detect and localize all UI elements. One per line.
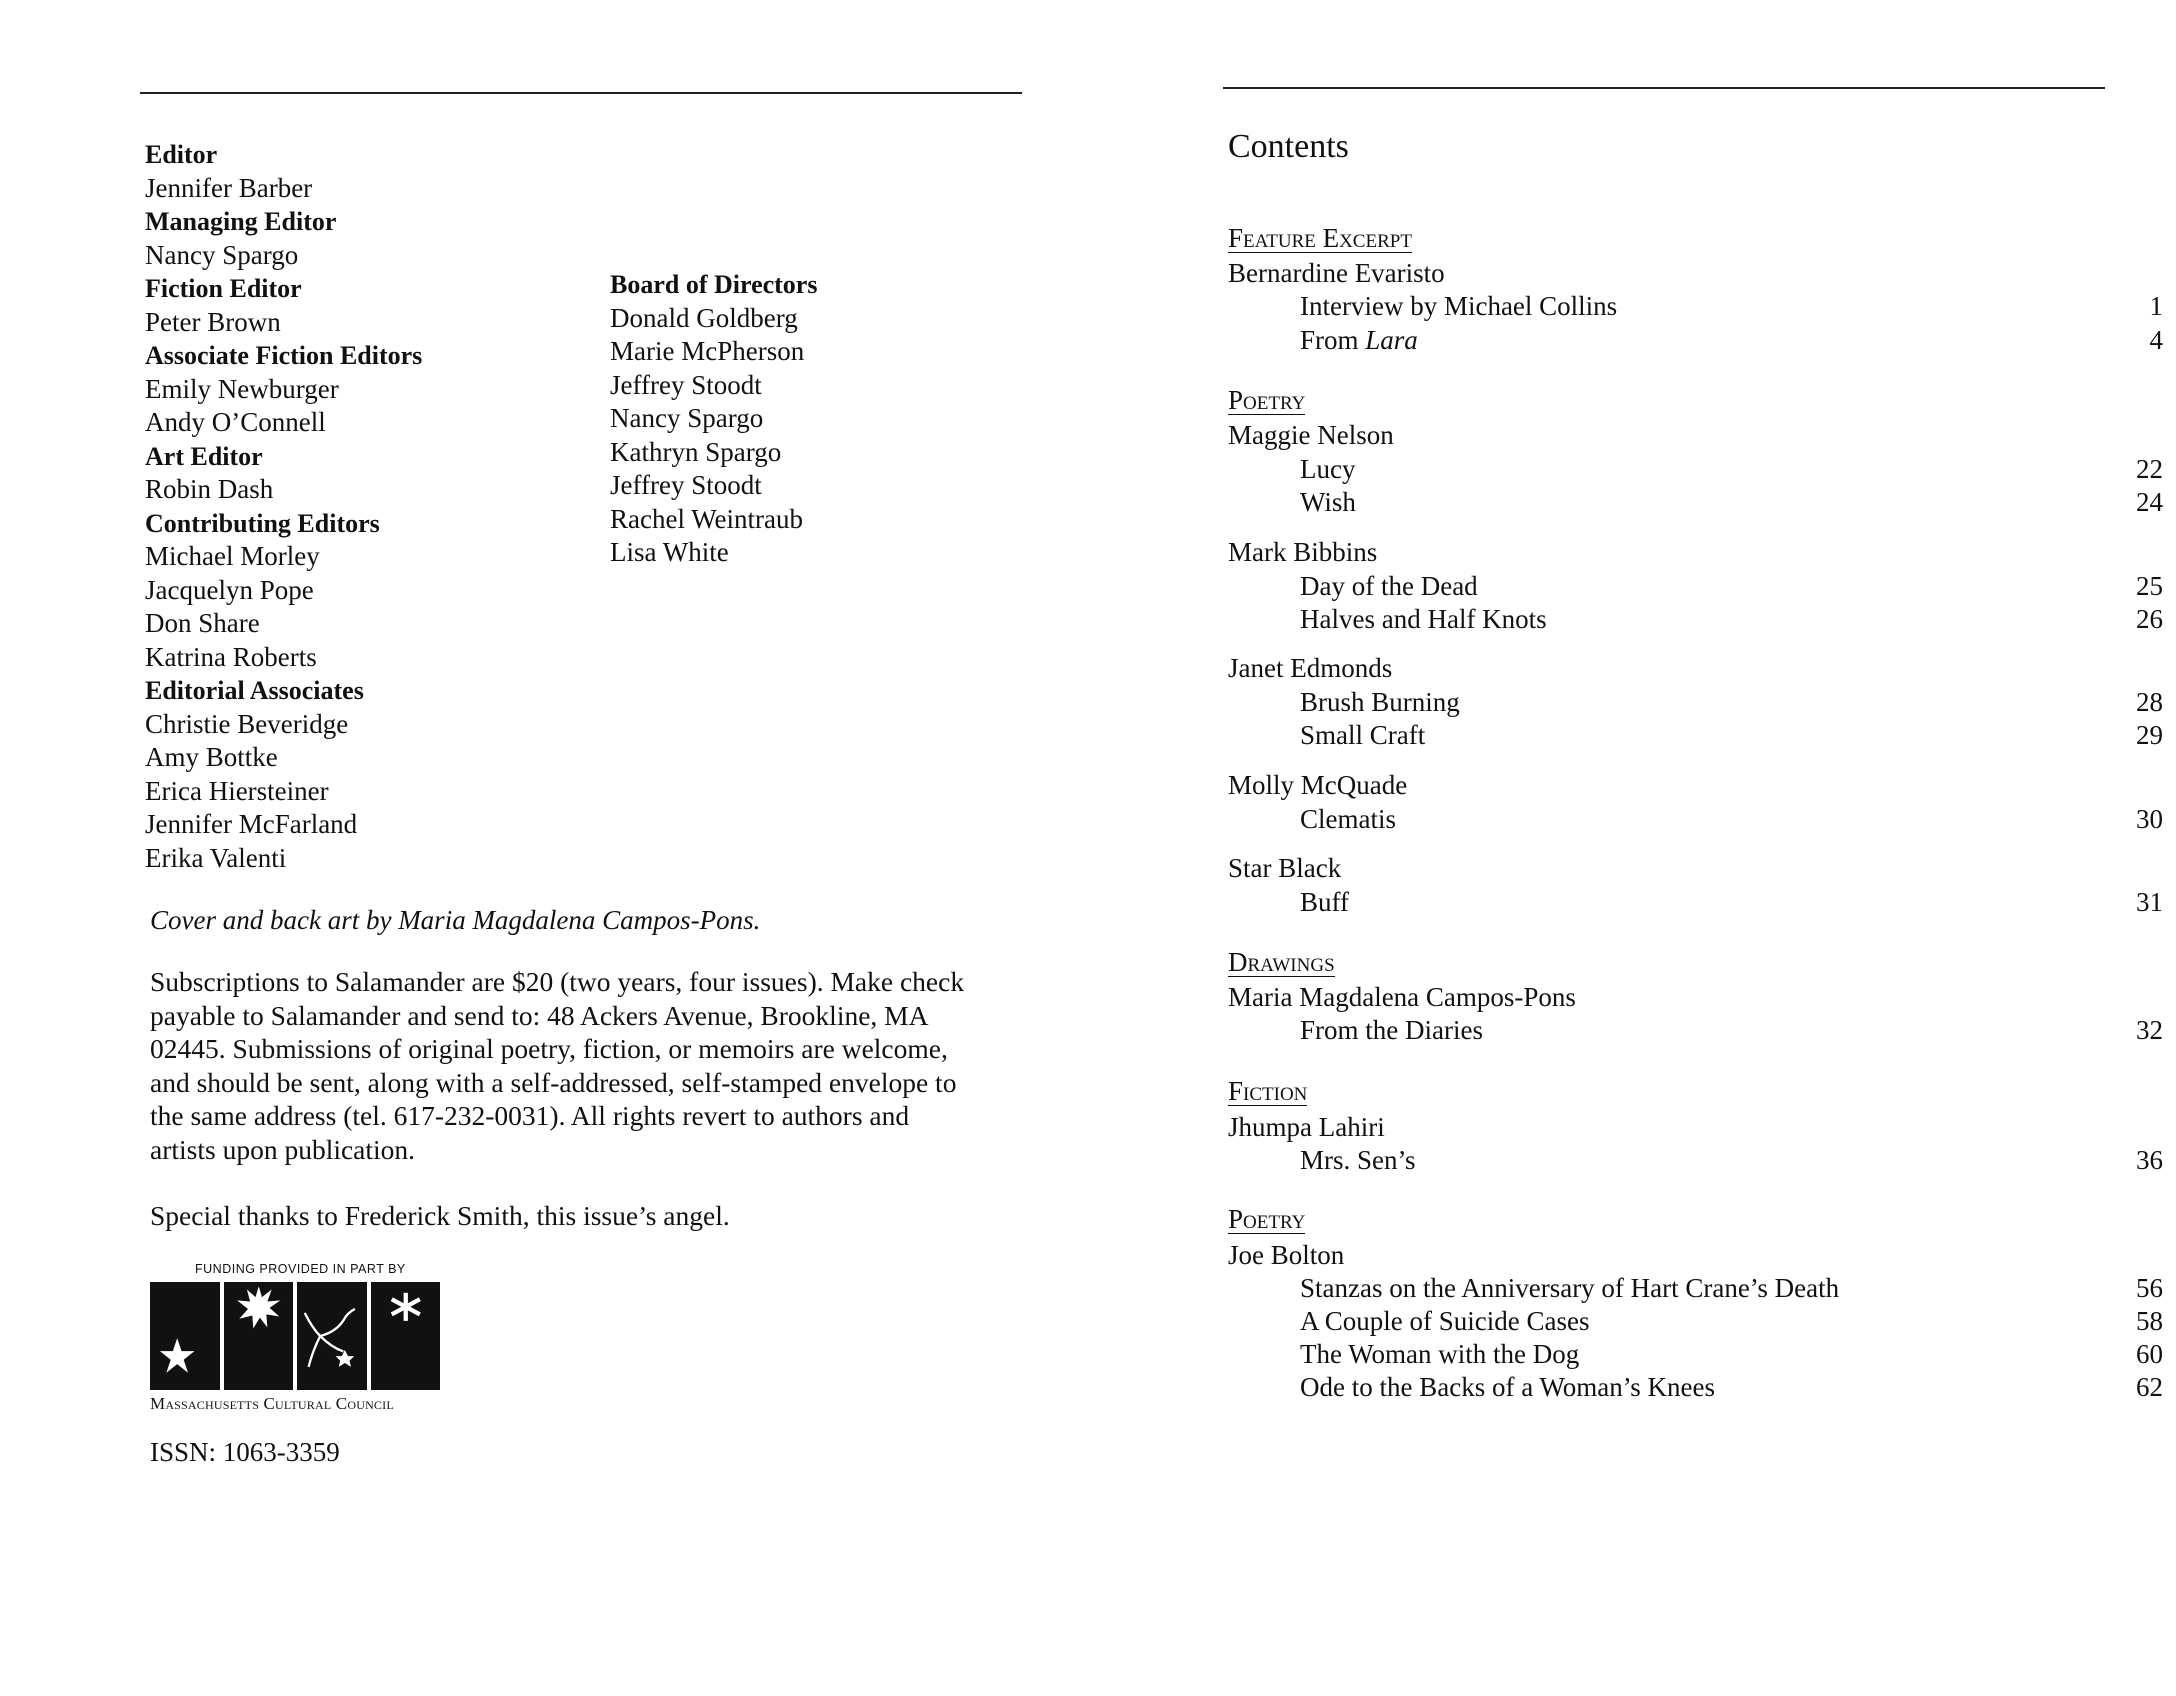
staff-name: Amy Bottke [145, 742, 278, 772]
toc-entry-title: From [1300, 325, 1366, 355]
toc-entry [1300, 1015, 2163, 1045]
board-member: Rachel Weintraub [610, 503, 804, 534]
toc-page-number: 29 [2136, 720, 2163, 750]
right-page [1088, 0, 2176, 1696]
section-heading: Poetry [1228, 1204, 1306, 1234]
board-member: Lisa White [610, 537, 729, 567]
toc-entry-title: Wish [1300, 487, 1356, 517]
issn: ISSN: 1063-3359 [150, 1437, 340, 1467]
toc-page-number: 28 [2136, 687, 2163, 717]
figure-icon [297, 1282, 371, 1390]
role-label: Managing Editor [145, 207, 337, 236]
toc-entry [1300, 1306, 2163, 1336]
top-rule [1223, 87, 2105, 89]
role-label: Editor [145, 140, 218, 169]
section-heading: Fiction [1228, 1076, 1308, 1106]
toc-author: Maria Magdalena Campos-Pons [1228, 982, 1576, 1012]
toc-page-number: 58 [2136, 1306, 2163, 1336]
funding-logo [150, 1262, 450, 1414]
board-member: Jeffrey Stoodt [610, 470, 762, 500]
mcc-logo-graphic [150, 1282, 440, 1390]
toc-entry [1300, 887, 2163, 917]
staff-name: Jacquelyn Pope [145, 574, 314, 605]
role-label: Editorial Associates [145, 676, 364, 705]
board-member: Jeffrey Stoodt [610, 369, 762, 400]
role-label: Art Editor [145, 441, 263, 471]
staff-name: Erika Valenti [145, 842, 287, 873]
toc-author: Mark Bibbins [1228, 537, 1378, 567]
staff-name: Katrina Roberts [145, 641, 317, 672]
board-member: Nancy Spargo [610, 403, 764, 433]
toc-entry-title: Small Craft [1300, 720, 1426, 750]
top-rule [140, 92, 1022, 94]
role-label: Fiction Editor [145, 274, 302, 303]
toc-entry [1300, 1145, 2163, 1175]
toc-entry-title: The Woman with the Dog [1300, 1339, 1580, 1369]
toc-entry [1300, 804, 2163, 834]
toc-entry [1300, 571, 2163, 601]
toc-entry [1300, 1273, 2163, 1303]
toc-entry-title: Day of the Dead [1300, 571, 1478, 601]
toc-author: Star Black [1228, 853, 1342, 883]
toc-author: Maggie Nelson [1228, 420, 1394, 450]
board-member: Donald Goldberg [610, 302, 798, 333]
toc-page-number: 36 [2136, 1145, 2163, 1175]
star-icon [150, 1282, 224, 1390]
toc-entry [1300, 720, 2163, 750]
staff-name: Jennifer McFarland [145, 809, 358, 839]
toc-page-number: 31 [2136, 887, 2163, 917]
board-of-directors [610, 268, 970, 570]
toc-entry-title: Interview by Michael Collins [1300, 291, 1618, 321]
toc-entry [1300, 291, 2163, 321]
toc-entry-title: Ode to the Backs of a Woman’s Knees [1300, 1372, 1715, 1402]
toc-entry-title: Stanzas on the Anniversary of Hart Crane’s Death [1300, 1273, 1840, 1303]
staff-name: Don Share [145, 608, 260, 638]
toc-entry-title: From the Diaries [1300, 1015, 1483, 1045]
toc-author: Bernardine Evaristo [1228, 258, 1445, 288]
toc-author: Molly McQuade [1228, 770, 1408, 800]
staff-name: Erica Hiersteiner [145, 775, 329, 806]
role-label: Associate Fiction Editors [145, 341, 423, 370]
toc-entry-title-italic: Lara [1365, 325, 1418, 355]
toc-author: Jhumpa Lahiri [1228, 1112, 1385, 1142]
toc-page-number: 62 [2136, 1372, 2163, 1402]
staff-name: Jennifer Barber [145, 172, 313, 203]
section-heading: Drawings [1228, 947, 1335, 977]
toc-entry-title: Lucy [1300, 454, 1356, 484]
funding-organization: Massachusetts Cultural Council [150, 1394, 394, 1413]
staff-name: Emily Newburger [145, 373, 339, 404]
toc-entry [1300, 1339, 2163, 1369]
art-credit: Cover and back art by Maria Magdalena Campos-Pons. [150, 905, 761, 935]
toc-entry [1300, 487, 2163, 517]
staff-name: Andy O’Connell [145, 407, 326, 437]
contents-title: Contents [1228, 128, 1349, 165]
staff-name: Michael Morley [145, 541, 320, 571]
board-member: Kathryn Spargo [610, 436, 782, 467]
toc-entry-title: Halves and Half Knots [1300, 604, 1547, 634]
toc-page-number: 1 [2149, 291, 2163, 321]
asterisk-icon [371, 1282, 441, 1390]
toc-page-number: 4 [2149, 325, 2163, 355]
toc-page-number: 56 [2136, 1273, 2163, 1303]
staff-name: Nancy Spargo [145, 239, 299, 270]
toc-entry-title: A Couple of Suicide Cases [1300, 1306, 1590, 1336]
toc-page-number: 30 [2136, 804, 2163, 834]
toc-author: Joe Bolton [1228, 1240, 1345, 1270]
masthead [145, 138, 565, 875]
toc-author: Janet Edmonds [1228, 653, 1393, 683]
toc-entry [1300, 687, 2163, 717]
toc-page-number: 32 [2136, 1015, 2163, 1045]
toc-entry-title: Buff [1300, 887, 1350, 917]
toc-page-number: 22 [2136, 454, 2163, 484]
burst-icon [224, 1282, 298, 1390]
toc-entry-title: Clematis [1300, 804, 1396, 834]
toc-entry [1300, 604, 2163, 634]
staff-name: Peter Brown [145, 306, 281, 337]
section-heading: Poetry [1228, 385, 1306, 415]
toc-page-number: 25 [2136, 571, 2163, 601]
funding-caption: FUNDING PROVIDED IN PART BY [195, 1262, 406, 1276]
toc-entry [1300, 325, 2163, 355]
toc-entry [1300, 454, 2163, 484]
section-heading: Feature Excerpt [1228, 223, 1412, 253]
toc-page-number: 24 [2136, 487, 2163, 517]
board-member: Marie McPherson [610, 336, 805, 366]
special-thanks: Special thanks to Frederick Smith, this issue’s angel. [150, 1200, 730, 1231]
staff-name: Robin Dash [145, 474, 274, 504]
toc-entry-title: Brush Burning [1300, 687, 1460, 717]
toc-entry-title: Mrs. Sen’s [1300, 1145, 1416, 1175]
role-label: Board of Directors [610, 270, 818, 299]
toc-entry [1300, 1372, 2163, 1402]
subscription-info: Subscriptions to Salamander are $20 (two years, four issues). Make check payable to Salamander and send to: 48 Ackers Avenue, Brookline, MA 02445. Submissions of original poetry, fiction, or memoirs are welcome, and should be sent, along with a self-addressed, self-stamped envelope to the same address (tel. 617-232-0031). All rights revert to authors and artists upon publication. [150, 966, 965, 1165]
role-label: Contributing Editors [145, 508, 380, 538]
staff-name: Christie Beveridge [145, 708, 349, 739]
toc-page-number: 26 [2136, 604, 2163, 634]
toc-page-number: 60 [2136, 1339, 2163, 1369]
